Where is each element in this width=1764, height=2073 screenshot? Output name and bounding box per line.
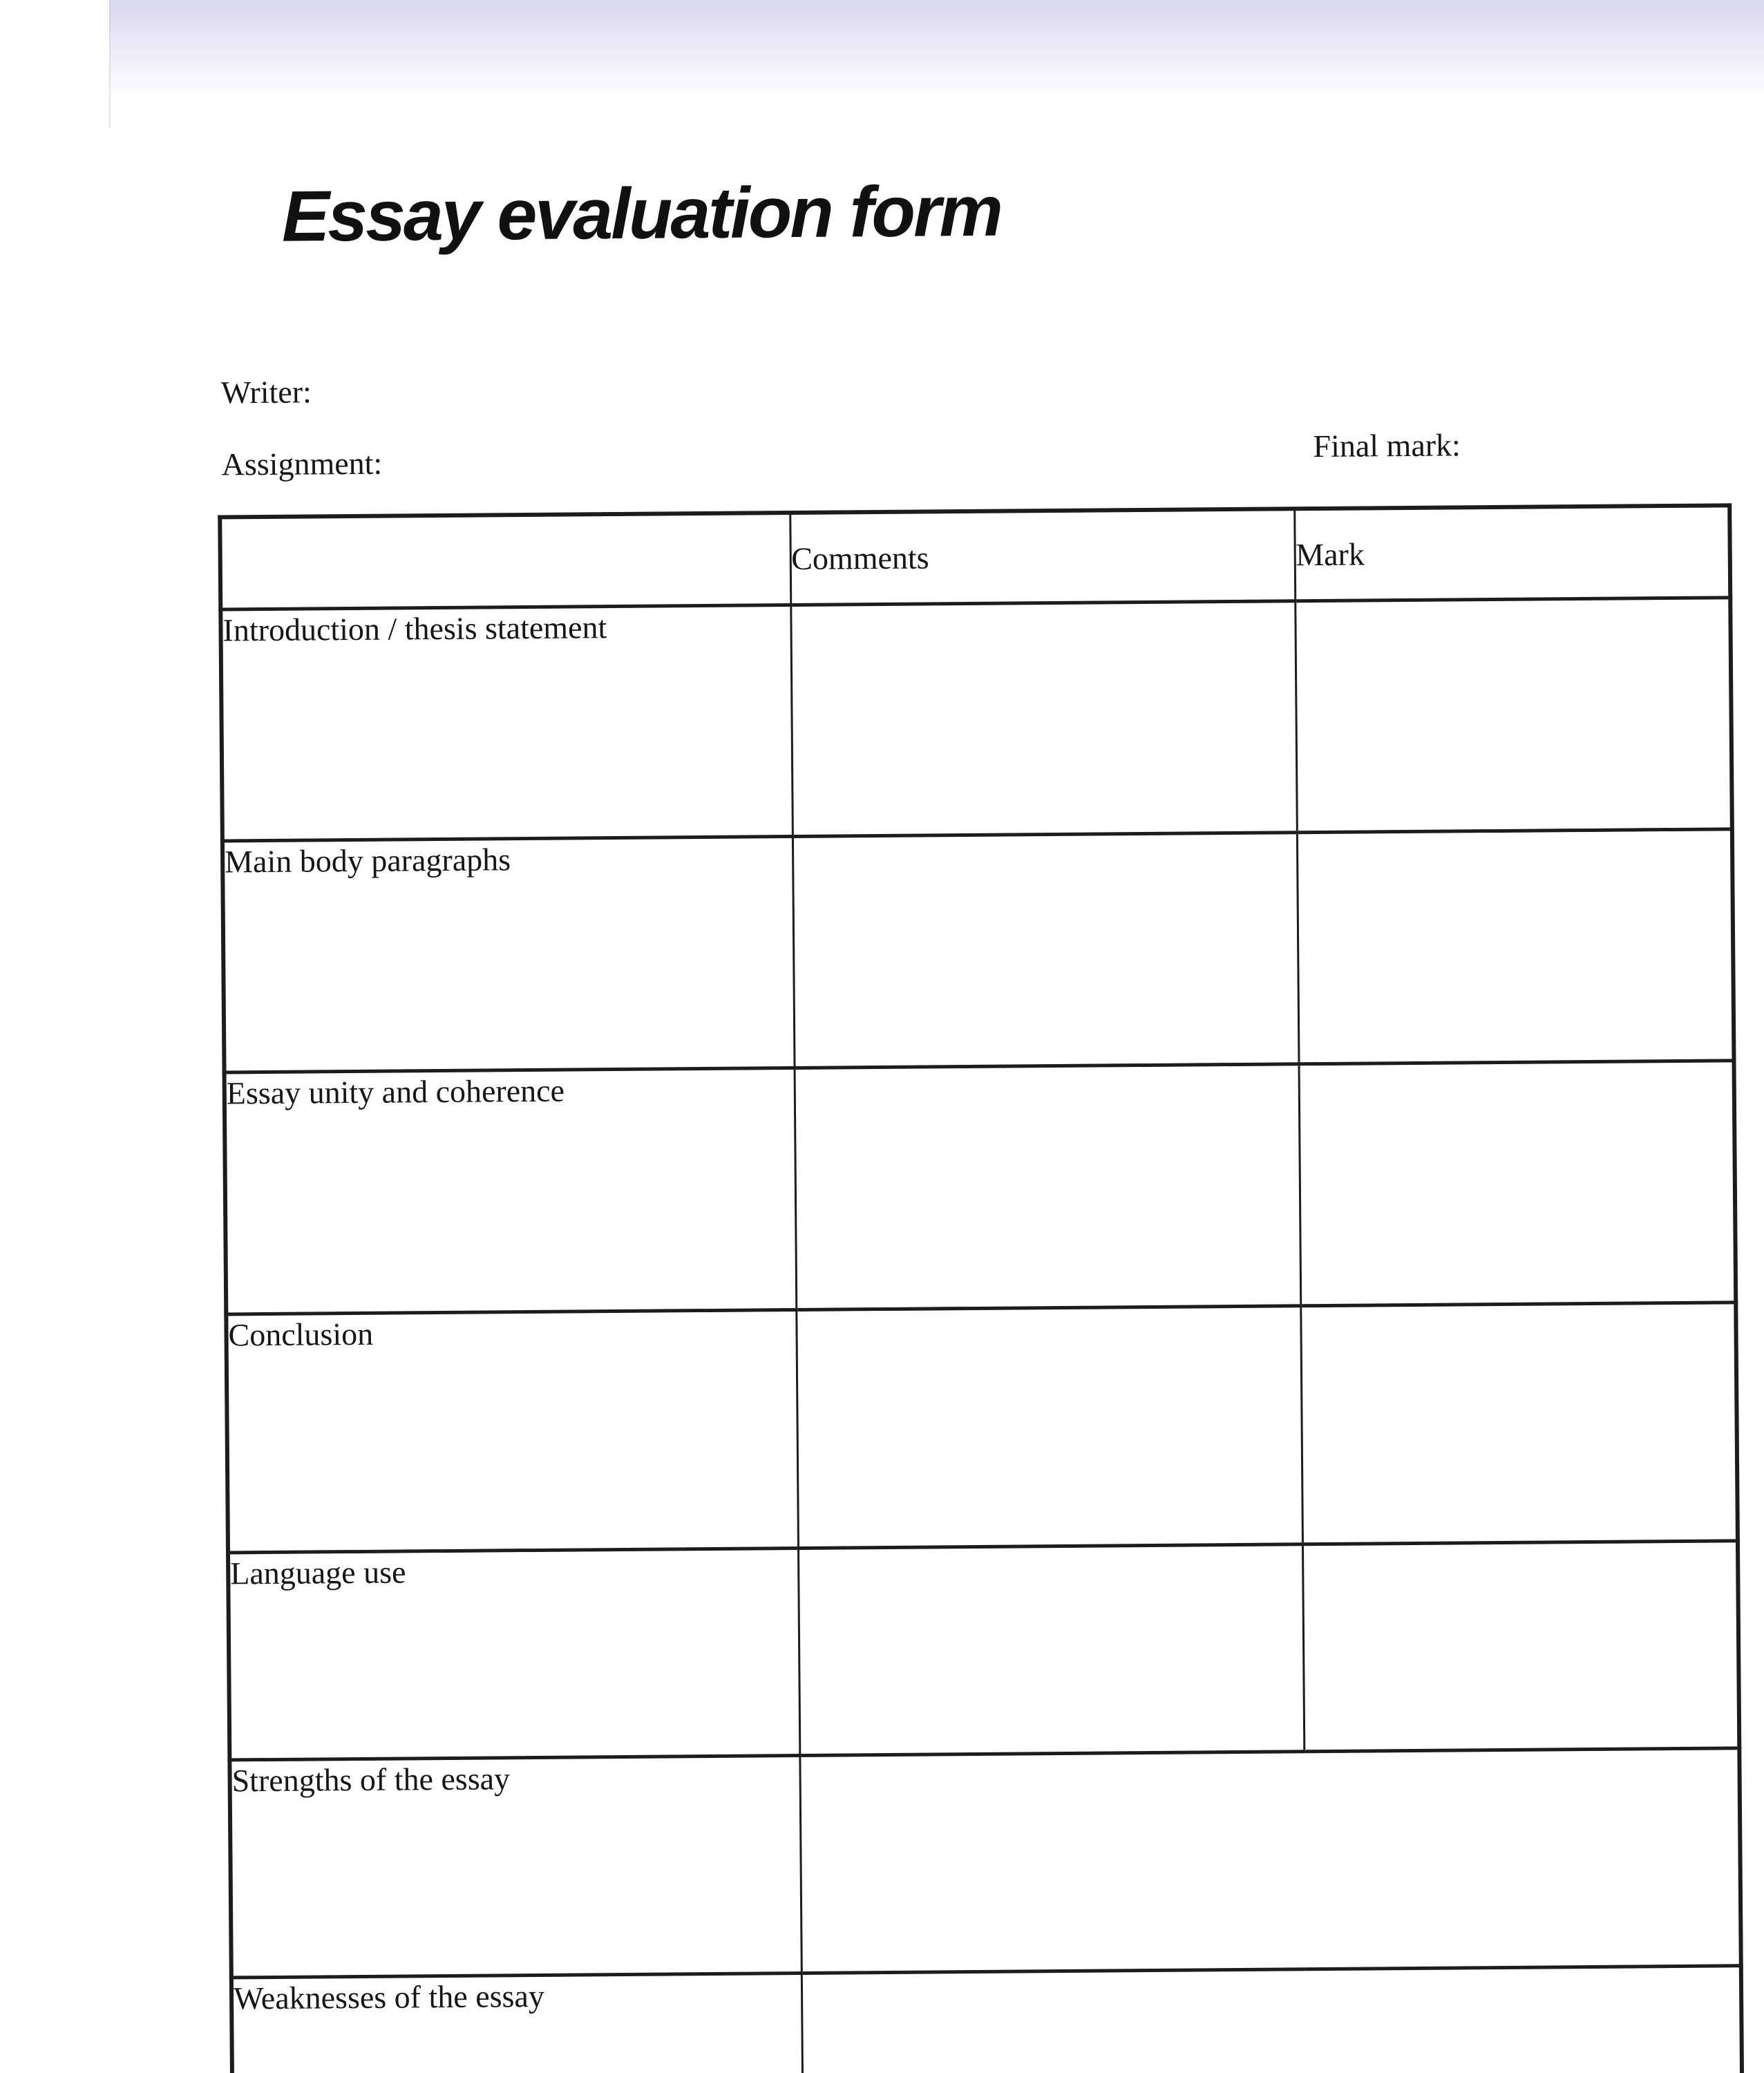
table-row: [228, 1540, 1739, 1759]
comments-blank-cell: [796, 1305, 1302, 1548]
comments-blank-cell: [802, 1965, 1743, 2073]
mark-blank-cell: [1299, 1060, 1736, 1305]
table-row: [226, 1302, 1738, 1552]
writer-label: Writer:: [220, 374, 312, 410]
mark-blank-cell: [1300, 1302, 1738, 1544]
table-row: [222, 829, 1734, 1072]
evaluation-table: [218, 503, 1745, 2073]
criterion-label-cell: Conclusion: [226, 1309, 798, 1552]
comments-blank-cell: [790, 600, 1297, 836]
criterion-label-cell: Language use: [228, 1548, 799, 1759]
criterion-label-cell: Weaknesses of the essay: [231, 1973, 804, 2073]
criterion-label-cell: Essay unity and coherence: [225, 1068, 797, 1314]
mark-blank-cell: [1297, 829, 1734, 1063]
comments-blank-cell: [793, 832, 1299, 1068]
comments-blank-cell: [795, 1063, 1301, 1309]
criterion-header-cell: [220, 513, 790, 609]
table-row: [225, 1060, 1736, 1314]
comments-header-cell: Comments: [790, 509, 1295, 605]
table-row: [220, 597, 1732, 840]
assignment-label: Assignment:: [221, 445, 383, 482]
mark-blank-cell: [1302, 1540, 1739, 1751]
table-row: [231, 1965, 1743, 2073]
mark-header-cell: Mark: [1294, 505, 1730, 600]
mark-blank-cell: [1295, 597, 1732, 832]
comments-blank-cell: [799, 1748, 1741, 1973]
table-header-row: [220, 505, 1730, 609]
final-mark-label: Final mark:: [1313, 427, 1461, 464]
comments-blank-cell: [798, 1544, 1304, 1755]
page-title: Essay evaluation form: [281, 171, 1002, 257]
table-row: [229, 1748, 1741, 1977]
criterion-label-cell: Introduction / thesis statement: [220, 605, 793, 840]
criterion-label-cell: Strengths of the essay: [229, 1755, 801, 1977]
criterion-label-cell: Main body paragraphs: [222, 836, 795, 1072]
